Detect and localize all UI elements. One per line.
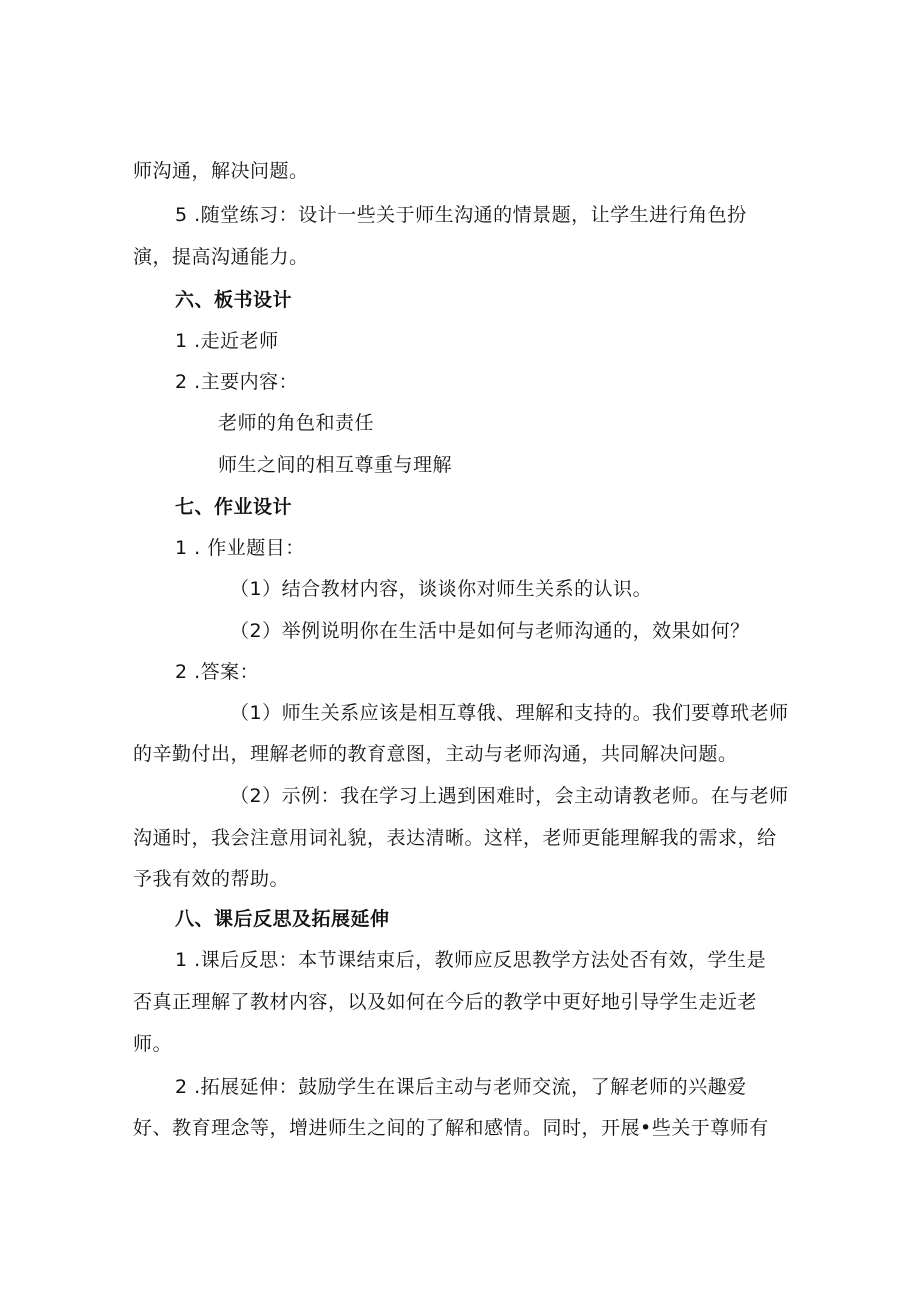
paragraph-line: 好、教育理念等，增进师生之间的了解和感情。同时，开展•些关于尊师有 [133,1117,769,1139]
answer-line: 予我有效的帮助。 [133,868,290,890]
section-heading: 七、作业设计 [175,496,293,518]
paragraph-line: 师沟通，解决问题。 [133,160,309,182]
paragraph-line: 1 .课后反思：本节课结束后，教师应反思教学方法处否有效，学生是 [175,949,767,971]
paragraph-line: 2 .拓展延伸：鼓励学生在课后主动与老师交流，了解老师的兴趣爱 [175,1076,747,1098]
section-heading: 六、板书设计 [175,289,293,311]
list-item: 2 .答案： [175,661,260,683]
paragraph-line: 师。 [133,1033,173,1055]
paragraph-line: 5 .随堂练习：设计一些关于师生沟通的情景题，让学生进行角色扮 [175,204,747,226]
section-heading: 八、课后反思及拓展延伸 [175,908,390,930]
list-sub-item: 老师的角色和责任 [218,412,375,434]
paragraph-line: 否真正理解了教材内容，以及如何在今后的教学中更好地引导学生走近老 [133,991,758,1013]
answer-line: 沟通时，我会注意用词礼貌，表达清晰。这样，老师更能理解我的需求，给 [133,827,777,849]
question-item: （2）举例说明你在生活中是如何与老师沟通的，效果如何？ [230,620,750,642]
paragraph-line: 演，提高沟通能力。 [133,246,309,268]
list-item: 1 . 作业题目： [175,537,305,559]
answer-line: 的辛勤付出，理解老师的教育意图，主动与老师沟通，共同解决问题。 [133,743,738,765]
answer-line: （1）师生关系应该是相互尊俄、理解和支持的。我们要尊玳老师 [230,702,789,724]
list-item: 2 .主要内容： [175,371,299,393]
question-item: （1）结合教材内容，谈谈你对师生关系的认识。 [230,578,653,600]
answer-line: （2）示例：我在学习上遇到困难时，会主动请教老师。在与老师 [230,785,789,807]
list-item: 1 .走近老师 [175,330,279,352]
list-sub-item: 师生之间的相互尊重与理解 [218,454,453,476]
